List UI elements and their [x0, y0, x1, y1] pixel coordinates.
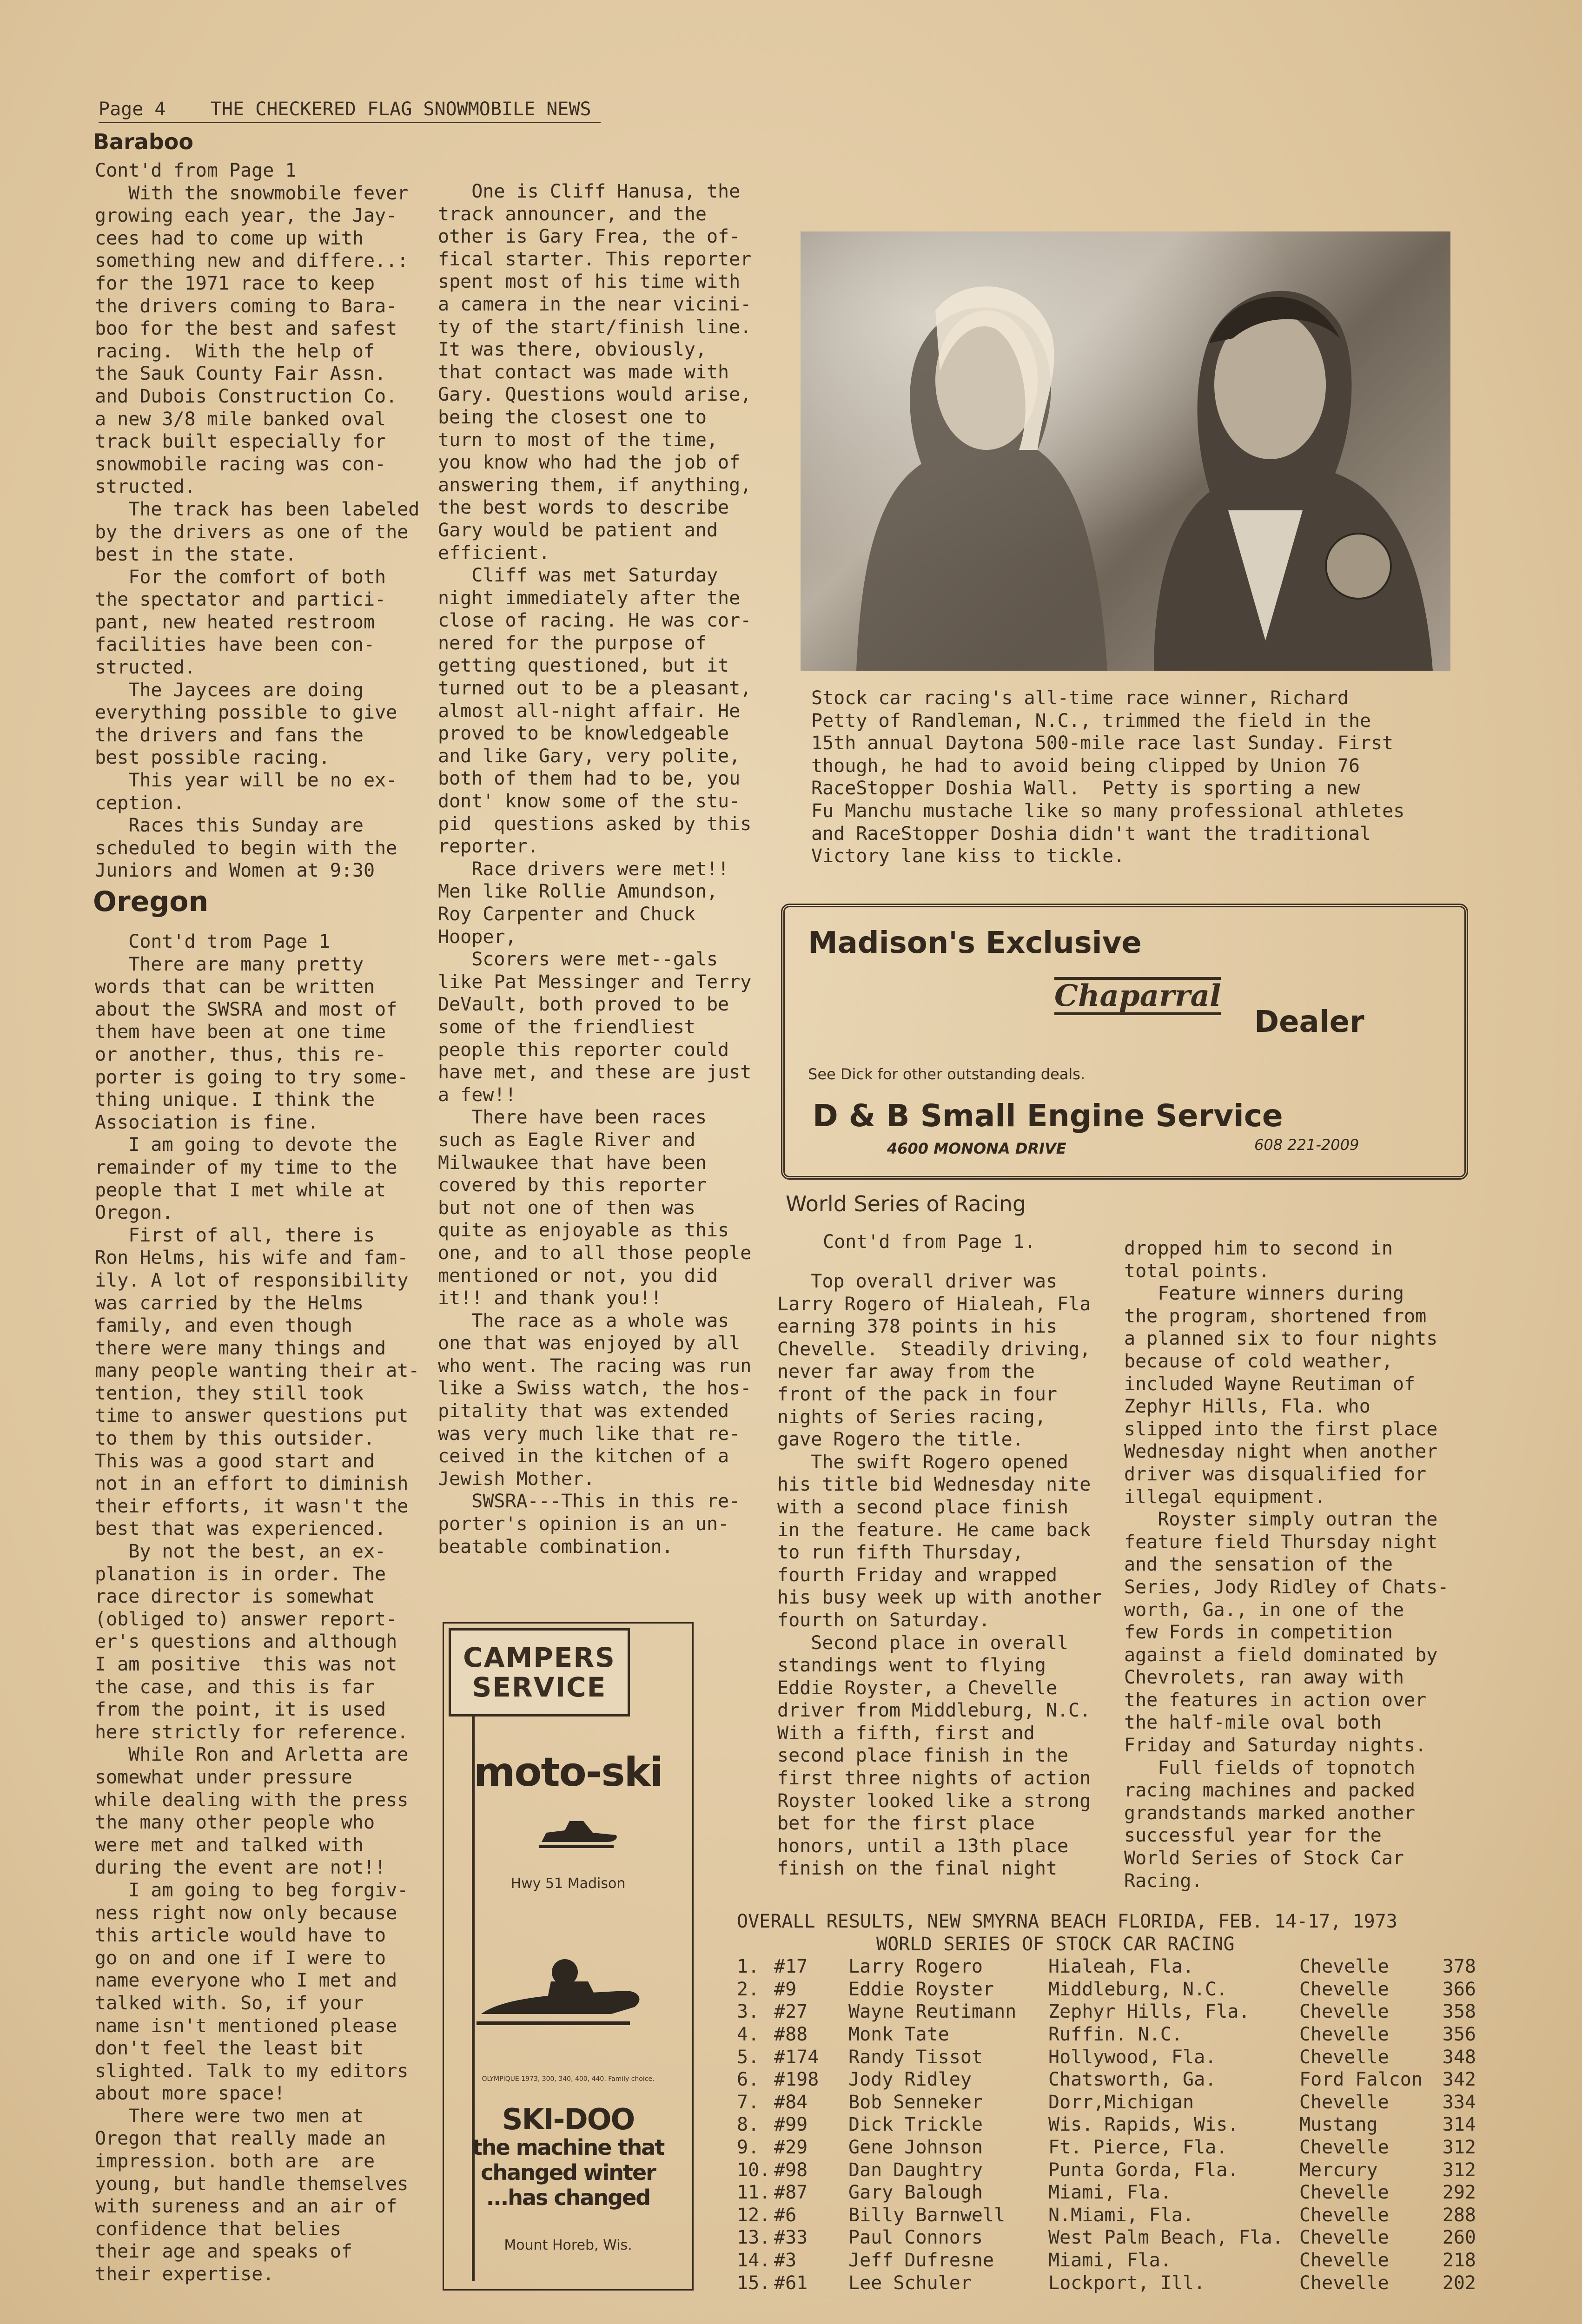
result-town: Hialeah, Fla.	[1048, 1956, 1194, 1978]
result-car: Chevelle	[1299, 2023, 1389, 2045]
baraboo-article: Cont'd from Page 1 With the snowmobile fever growing each year, the Jay- cees had to come up with something new and differe..: for the 1971 race to keep the drivers coming to Bara- boo for the best and safest racing. With the help of the Sauk County Fair Assn. and Dubois Construction Co. a new 3/8 mile banked oval track built especially for snowmobile racing was con- structed. The track has been labeled by the drivers as one of the best in the state. For the comfort of both the spectator and partici- pant, new heated restroom facilities have been con- structed. The Jaycees are doing everything possible to give the drivers and fans the best possible racing. This year will be no ex- ception. Races this Sunday are scheduled to begin with the Juniors and Women at 9:30	[95, 160, 420, 882]
chaparral-logo: Chaparral	[1054, 977, 1221, 1015]
result-pts: 314	[1442, 2114, 1476, 2136]
result-pts: 342	[1442, 2069, 1476, 2091]
result-car: Chevelle	[1299, 2091, 1389, 2113]
result-pos: 9.	[737, 2136, 760, 2158]
result-name: Gary Balough	[848, 2182, 983, 2204]
ski-doo-models: OLYMPIQUE 1973, 300, 340, 400, 440. Family choice.	[482, 2075, 655, 2083]
world-series-headline: World Series of Racing	[786, 1191, 1026, 1216]
results-section	[737, 1910, 1476, 2294]
photo-caption: Stock car racing's all-time race winner, Richard Petty of Randleman, N.C., trimmed the field in the 15th annual Daytona 500-mile race last Sunday. First though, he had to avoid being clipped by Union 76 RaceStopper Doshia Wall. Petty is sporting a new Fu Manchu mustache like so many professional athletes and RaceStopper Doshia didn't want the traditional Victory lane kiss to tickle.	[811, 687, 1405, 867]
table-row	[737, 2272, 1476, 2295]
results-table	[737, 1955, 1476, 2294]
result-pts: 218	[1442, 2249, 1476, 2271]
world-series-cont: Cont'd from Page 1.	[823, 1231, 1036, 1253]
campers-service-ad	[443, 1622, 694, 2291]
result-pos: 15.	[737, 2272, 771, 2294]
result-town: Miami, Fla.	[1048, 2182, 1172, 2204]
result-town: N.Miami, Fla.	[1048, 2204, 1194, 2226]
result-pos: 12.	[737, 2204, 771, 2226]
result-num: #6	[774, 2204, 797, 2226]
result-pos: 14.	[737, 2249, 771, 2271]
result-pts: 312	[1442, 2159, 1476, 2181]
result-town: Zephyr Hills, Fla.	[1048, 2001, 1250, 2023]
table-row	[737, 2204, 1476, 2227]
ski-doo-logo: SKI-DOO	[502, 2102, 635, 2136]
result-pos: 13.	[737, 2227, 771, 2249]
result-pos: 8.	[737, 2114, 760, 2136]
ad-dealer-label: Dealer	[1254, 1005, 1364, 1039]
result-car: Chevelle	[1299, 2046, 1389, 2068]
oregon-article: Cont'd trom Page 1 There are many pretty words that can be written about the SWSRA and most of them have been at one time or another, thus, this re- porter is going to try some- thing unique. I think the Association is fine. I am going to devote the remainder of my time to the people that I met while at Oregon. First of all, there is Ron Helms, his wife and fam- ily. A lot of responsibility was carried by the Helms family, and even though there were many things and many people wanting their at- tention, they still took time to answer questions put to them by this outsider. This was a good start and not in an effort to diminish their efforts, it wasn't the best that was experienced. By not the best, an ex- planation is in order. The race director is somewhat (obliged to) answer report- er's questions and although I am positive this was not the case, and this is far from the point, it is used here strictly for reference. While Ron and Arletta are somewhat under pressure while dealing with the press the many other people who were met and talked with during the event are not!! I am going to beg forgiv- ness right now only because this article would have to go on and one if I were to name everyone who I met and talked with. So, if your name isn't mentioned please don't feel the least bit slighted. Talk to my editors about more space! There were two men at Oregon that really made an impression. both are are young, but handle themselves with sureness and an air of confidence that belies their age and speaks of their expertise.	[95, 931, 420, 2285]
ski-doo-rider-icon	[472, 1949, 649, 2033]
oregon-headline: Oregon	[93, 885, 209, 918]
campers-sign: CAMPERS SERVICE	[449, 1628, 630, 1717]
oregon-article-continued: One is Cliff Hanusa, the track announcer, and the other is Gary Frea, the of- fical starter. This reporter spent most of his time with a camera in the near vicini- ty of the start/finish line. It was there, obviously, that contact was made with Gary. Questions would arise, being the closest one to turn to most of the time, you know who had the job of answering them, if anything, the best words to describe Gary would be patient and efficient. Cliff was met Saturday night immediately after the close of racing. He was cor- nered for the purpose of getting questioned, but it turned out to be a pleasant, almost all-night affair. He proved to be knowledgeable and like Gary, very polite, both of them had to be, you dont' know some of the stu- pid questions asked by this reporter. Race drivers were met!! Men like Rollie Amundson, Roy Carpenter and Chuck Hooper, Scorers were met--gals like Pat Messinger and Terry DeVault, both proved to be some of the friendliest people this reporter could have met, and these are just a few!! There have been races such as Eagle River and Milwaukee that have been covered by this reporter but not one of then was quite as enjoyable as this one, and to all those people mentioned or not, you did it!! and thank you!! The race as a whole was one that was enjoyed by all who went. The racing was run like a Swiss watch, the hos- pitality that was extended was very much like that re- ceived in the kitchen of a Jewish Mother. SWSRA---This in this re- porter's opinion is an un- beatable combination.	[438, 181, 752, 1558]
result-name: Billy Barnwell	[848, 2204, 1006, 2226]
result-car: Chevelle	[1299, 2272, 1389, 2294]
ad-note: See Dick for other outstanding deals.	[808, 1065, 1086, 1083]
baraboo-headline: Baraboo	[93, 129, 193, 154]
result-name: Wayne Reutimann	[848, 2001, 1017, 2023]
table-row	[737, 1955, 1476, 1978]
result-name: Eddie Royster	[848, 1978, 994, 2000]
result-pos: 10.	[737, 2159, 771, 2181]
result-car: Chevelle	[1299, 1978, 1389, 2000]
ad-business-name: D & B Small Engine Service	[813, 1098, 1283, 1134]
result-num: #27	[774, 2001, 808, 2023]
result-car: Chevelle	[1299, 2227, 1389, 2249]
result-num: #17	[774, 1956, 808, 1978]
result-pos: 7.	[737, 2091, 760, 2113]
world-series-col-b: dropped him to second in total points. Feature winners during the program, shortened from a planned six to four nights because of cold weather, included Wayne Reutiman of Zephyr Hills, Fla. who slipped into the first place Wednesday night when another driver was disqualified for illegal equipment. Royster simply outran the feature field Thursday night and the sensation of the Series, Jody Ridley of Chats- worth, Ga., in one of the few Fords in competition against a field dominated by Chevrolets, ran away with the features in action over the half-mile oval both Friday and Saturday nights. Full fields of topnotch racing machines and packed grandstands marked another successful year for the World Series of Stock Car Racing.	[1124, 1238, 1449, 1892]
table-row	[737, 2068, 1476, 2091]
result-town: Miami, Fla.	[1048, 2249, 1172, 2271]
table-row	[737, 2249, 1476, 2272]
ski-doo-location: Mount Horeb, Wis.	[504, 2237, 632, 2253]
result-pos: 5.	[737, 2046, 760, 2068]
ad-address: 4600 MONONA DRIVE	[887, 1140, 1066, 1157]
result-name: Bob Senneker	[848, 2091, 983, 2113]
result-pos: 1.	[737, 1956, 760, 1978]
result-town: Punta Gorda, Fla.	[1048, 2159, 1239, 2181]
result-town: Hollywood, Fla.	[1048, 2046, 1217, 2068]
result-town: Dorr,Michigan	[1048, 2091, 1194, 2113]
ski-doo-slogan: the machine that changed winter ...has changed	[472, 2135, 664, 2210]
result-car: Mustang	[1299, 2114, 1378, 2136]
result-name: Gene Johnson	[848, 2136, 983, 2158]
result-town: Lockport, Ill.	[1048, 2272, 1205, 2294]
result-town: Ruffin. N.C.	[1048, 2023, 1183, 2045]
table-row	[737, 2091, 1476, 2114]
result-pts: 260	[1442, 2227, 1476, 2249]
result-pts: 292	[1442, 2182, 1476, 2204]
result-pts: 358	[1442, 2001, 1476, 2023]
result-name: Jody Ridley	[848, 2069, 972, 2091]
results-title: OVERALL RESULTS, NEW SMYRNA BEACH FLORIDA, FEB. 14-17, 1973	[737, 1911, 1397, 1932]
result-pos: 4.	[737, 2023, 760, 2045]
result-name: Jeff Dufresne	[848, 2249, 994, 2271]
result-pts: 366	[1442, 1978, 1476, 2000]
result-pts: 312	[1442, 2136, 1476, 2158]
result-pts: 288	[1442, 2204, 1476, 2226]
result-pos: 3.	[737, 2001, 760, 2023]
moto-ski-logo: moto-ski	[473, 1749, 663, 1796]
result-num: #98	[774, 2159, 808, 2181]
result-pts: 378	[1442, 1956, 1476, 1978]
table-row	[737, 2136, 1476, 2159]
result-num: #3	[774, 2249, 797, 2271]
result-pos: 11.	[737, 2182, 771, 2204]
result-num: #99	[774, 2114, 808, 2136]
result-town: Ft. Pierce, Fla.	[1048, 2136, 1228, 2158]
result-car: Mercury	[1299, 2159, 1378, 2181]
result-num: #29	[774, 2136, 808, 2158]
result-name: Lee Schuler	[848, 2272, 972, 2294]
table-row	[737, 2000, 1476, 2023]
result-name: Dan Daughtry	[848, 2159, 983, 2181]
result-car: Ford Falcon	[1299, 2069, 1423, 2091]
snowmobile-icon	[537, 1814, 621, 1851]
result-car: Chevelle	[1299, 2204, 1389, 2226]
result-car: Chevelle	[1299, 2249, 1389, 2271]
result-num: #87	[774, 2182, 808, 2204]
result-num: #61	[774, 2272, 808, 2294]
news-photo	[801, 231, 1450, 671]
table-row	[737, 1978, 1476, 2001]
table-row	[737, 2113, 1476, 2136]
moto-ski-location: Hwy 51 Madison	[510, 1875, 626, 1892]
result-num: #9	[774, 1978, 797, 2000]
result-name: Monk Tate	[848, 2023, 949, 2045]
result-num: #174	[774, 2046, 819, 2068]
result-town: Wis. Rapids, Wis.	[1048, 2114, 1239, 2136]
result-pts: 202	[1442, 2272, 1476, 2294]
result-name: Dick Trickle	[848, 2114, 983, 2136]
table-row	[737, 2226, 1476, 2249]
result-num: #84	[774, 2091, 808, 2113]
result-pts: 348	[1442, 2046, 1476, 2068]
result-pts: 334	[1442, 2091, 1476, 2113]
result-pts: 356	[1442, 2023, 1476, 2045]
page-header: Page 4 THE CHECKERED FLAG SNOWMOBILE NEWS	[99, 99, 601, 123]
result-name: Larry Rogero	[848, 1956, 983, 1978]
result-pos: 2.	[737, 1978, 760, 2000]
table-row	[737, 2046, 1476, 2069]
result-car: Chevelle	[1299, 2001, 1389, 2023]
chaparral-dealer-ad	[781, 904, 1468, 1180]
result-name: Randy Tissot	[848, 2046, 983, 2068]
world-series-col-a: Top overall driver was Larry Rogero of Hialeah, Fla earning 378 points in his Chevelle. Steadily driving, never far away from the front of the pack in four nights of Series racing, gave Rogero the title. The swift Rogero opened his title bid Wednesday nite with a second place finish in the feature. He came back to run fifth Thursday, fourth Friday and wrapped his busy week up with another fourth on Saturday. Second place in overall standings went to flying Eddie Royster, a Chevelle driver from Middleburg, N.C. With a fifth, first and second place finish in the first three nights of action Royster looked like a strong bet for the first place honors, until a 13th place finish on the final night	[777, 1271, 1102, 1880]
result-num: #33	[774, 2227, 808, 2249]
result-car: Chevelle	[1299, 1956, 1389, 1978]
ad-phone: 608 221-2009	[1254, 1136, 1359, 1154]
results-subtitle: WORLD SERIES OF STOCK CAR RACING	[876, 1933, 1235, 1955]
result-car: Chevelle	[1299, 2182, 1389, 2204]
table-row	[737, 2023, 1476, 2046]
result-car: Chevelle	[1299, 2136, 1389, 2158]
table-row	[737, 2181, 1476, 2204]
result-num: #198	[774, 2069, 819, 2091]
result-town: West Palm Beach, Fla.	[1048, 2227, 1284, 2249]
result-name: Paul Connors	[848, 2227, 983, 2249]
result-town: Middleburg, N.C.	[1048, 1978, 1228, 2000]
result-pos: 6.	[737, 2069, 760, 2091]
result-num: #88	[774, 2023, 808, 2045]
result-town: Chatsworth, Ga.	[1048, 2069, 1217, 2091]
table-row	[737, 2159, 1476, 2182]
ad-headline: Madison's Exclusive	[808, 926, 1142, 960]
